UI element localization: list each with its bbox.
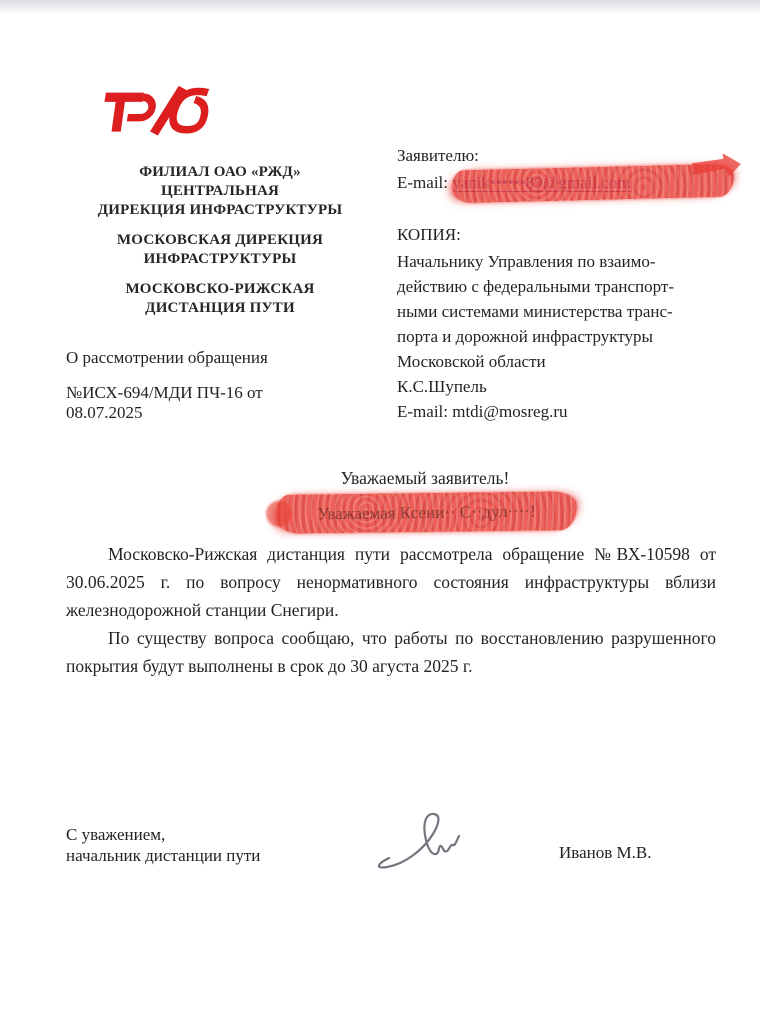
redacted-greeting-text: Уважаемая Ксени·· С··дул····! bbox=[317, 501, 536, 524]
redaction-marker-email bbox=[452, 164, 735, 204]
copy-label: КОПИЯ: bbox=[397, 225, 461, 244]
signoff-block bbox=[66, 824, 260, 866]
reference-date: 08.07.2025 bbox=[66, 403, 143, 422]
redaction-marker-greeting bbox=[276, 491, 577, 534]
org-group-branch bbox=[58, 163, 382, 220]
copy-line: Московской области bbox=[397, 352, 546, 371]
rzd-logo-icon bbox=[96, 82, 212, 138]
org-group-distance bbox=[58, 280, 382, 318]
copy-contact-email: E-mail: mtdi@mosreg.ru bbox=[397, 402, 568, 421]
org-line: ФИЛИАЛ ОАО «РЖД» bbox=[139, 164, 301, 180]
org-line: ИНФРАСТРУКТУРЫ bbox=[143, 251, 297, 267]
org-line: ДИСТАНЦИЯ ПУТИ bbox=[145, 300, 295, 316]
org-group-directorate bbox=[58, 231, 382, 269]
reference-number: №ИСХ-694/МДИ ПЧ-16 от bbox=[66, 383, 263, 402]
sender-org-block bbox=[58, 163, 382, 329]
copy-line: Начальнику Управления по взаимо- bbox=[397, 252, 656, 271]
org-line: ДИРЕКЦИЯ ИНФРАСТРУКТУРЫ bbox=[97, 202, 343, 218]
subject-block bbox=[66, 348, 386, 423]
org-line: ЦЕНТРАЛЬНАЯ bbox=[160, 183, 280, 199]
signoff-position: начальник дистанции пути bbox=[66, 846, 261, 865]
copy-block bbox=[397, 222, 727, 424]
signoff-regards: С уважением, bbox=[66, 825, 166, 844]
email-label: E-mail: bbox=[397, 173, 448, 192]
org-line: МОСКОВСКАЯ ДИРЕКЦИЯ bbox=[116, 232, 324, 248]
copy-line: ными системами министерства транс- bbox=[397, 302, 673, 321]
letter-body bbox=[66, 540, 716, 680]
copy-line: порта и дорожной инфраструктуры bbox=[397, 327, 653, 346]
scan-edge-strip bbox=[0, 0, 760, 12]
subject-line: О рассмотрении обращения bbox=[66, 348, 268, 367]
copy-contact-name: К.С.Шупель bbox=[397, 377, 487, 396]
copy-line: действию с федеральными транспорт- bbox=[397, 277, 675, 296]
greeting-line: Уважаемый заявитель! bbox=[340, 468, 510, 488]
handwritten-signature bbox=[375, 806, 475, 878]
addressee-label: Заявителю: bbox=[397, 146, 479, 165]
org-line: МОСКОВСКО-РИЖСКАЯ bbox=[125, 281, 315, 297]
body-paragraph: Московско-Рижская дистанция пути рассмотрела обращение №ВХ-10598 от 30.06.2025 г. по вопросу ненормативного состояния инфраструктуры вблизи железнодорожной станции Снегири. bbox=[66, 544, 716, 620]
signer-name: Иванов М.В. bbox=[559, 843, 652, 862]
body-paragraph: По существу вопроса сообщаю, что работы по восстановлению разрушенного покрытия будут выполнены в срок до 30 агуста 2025 г. bbox=[66, 628, 716, 676]
